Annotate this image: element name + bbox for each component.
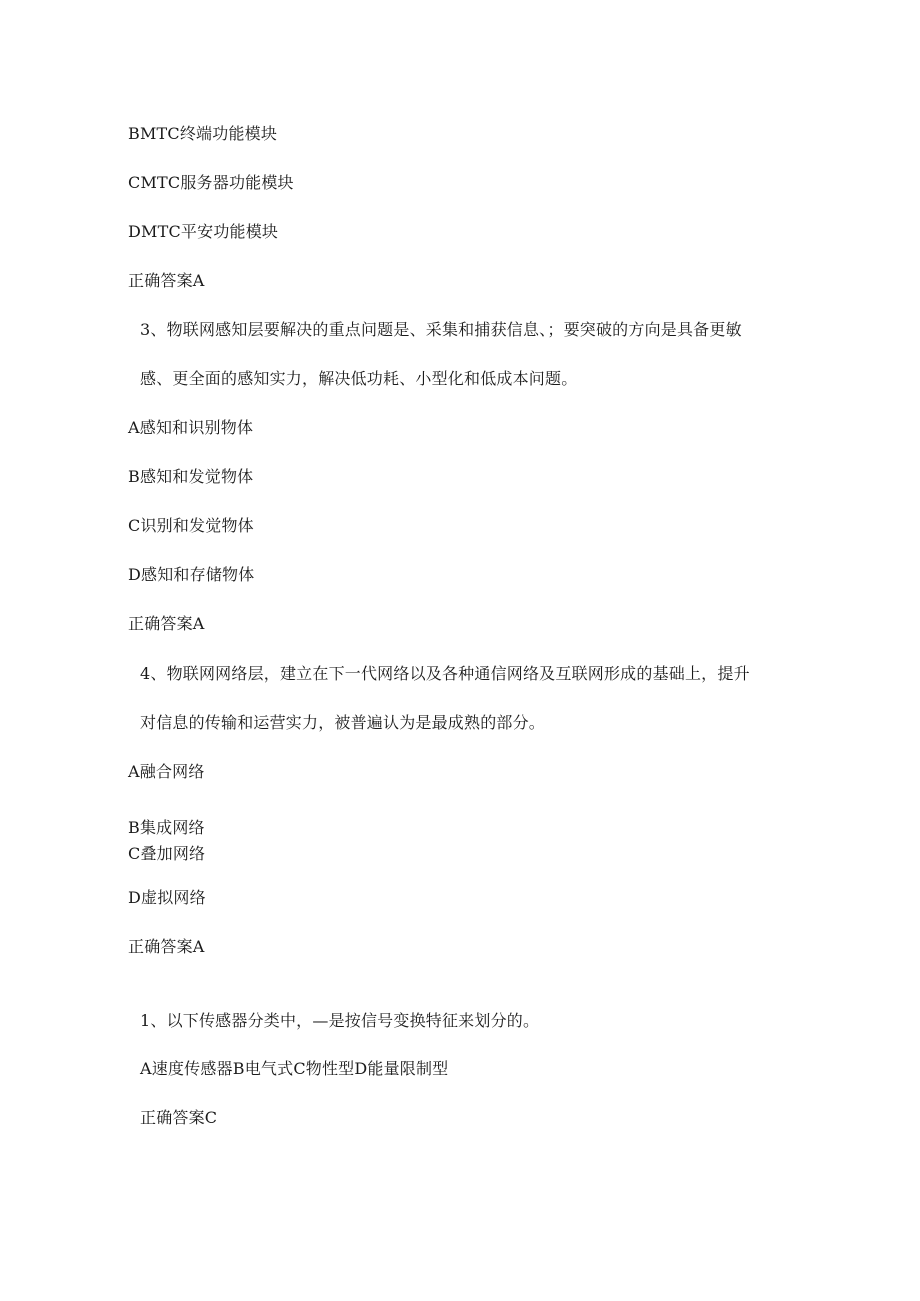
q3-answer: 正确答案A <box>128 614 205 633</box>
q4-stem-line1: 4、物联网网络层，建立在下一代网络以及各种通信网络及互联网形成的基础上，提升 <box>140 664 750 683</box>
q2-option-b: BMTC终端功能模块 <box>128 124 278 143</box>
q3-stem-line2: 感、更全面的感知实力，解决低功耗、小型化和低成本问题。 <box>140 369 578 388</box>
q4-option-b: B集成网络 <box>128 818 205 837</box>
q1-answer: 正确答案C <box>140 1108 218 1127</box>
q4-answer: 正确答案A <box>128 937 205 956</box>
q4-option-c: C叠加网络 <box>128 844 206 863</box>
q2-option-c: CMTC服务器功能模块 <box>128 173 294 192</box>
q3-stem-line1: 3、物联网感知层要解决的重点问题是、采集和捕获信息、；要突破的方向是具备更敏 <box>140 320 742 339</box>
q4-option-d: D虚拟网络 <box>128 888 206 907</box>
q3-option-c: C识别和发觉物体 <box>128 516 254 535</box>
q4-stem-line2: 对信息的传输和运营实力，被普遍认为是最成熟的部分。 <box>140 713 546 732</box>
q4-option-a: A融合网络 <box>128 762 205 781</box>
q1-stem: 1、以下传感器分类中，—是按信号变换特征来划分的。 <box>140 1011 540 1030</box>
q2-option-d: DMTC平安功能模块 <box>128 222 279 241</box>
q3-option-d: D感知和存储物体 <box>128 565 255 584</box>
q1-options: A速度传感器B电气式C物性型D能量限制型 <box>140 1059 449 1078</box>
q3-option-b: B感知和发觉物体 <box>128 467 254 486</box>
q3-option-a: A感知和识别物体 <box>128 418 254 437</box>
q2-answer: 正确答案A <box>128 271 205 290</box>
